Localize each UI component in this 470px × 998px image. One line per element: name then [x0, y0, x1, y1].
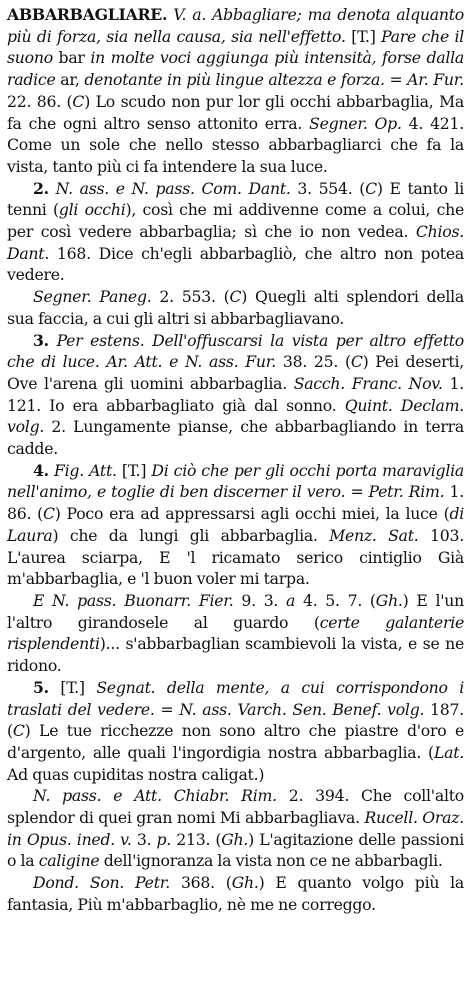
entry-text-segment: ) che da lungi gli abbarbaglia. — [52, 525, 330, 545]
entry-text-segment: Segner. Paneg. — [33, 287, 152, 307]
entry-text-segment: Lat. — [433, 742, 464, 762]
entry-text-segment: Ar. Fur. — [407, 70, 464, 90]
entry-text-segment: 168. Dice ch'egli abbarbagliò, che altro non potea vedere. — [7, 243, 464, 285]
entry-text-segment — [49, 179, 56, 198]
entry-text-segment: di Laura — [7, 504, 465, 545]
entry-paragraph — [7, 330, 464, 460]
entry-text-segment: Menz. Sat. — [329, 525, 419, 545]
entry-text-segment: Quint. Declam. volg. — [7, 395, 465, 437]
entry-text-segment: Gh. — [221, 829, 249, 849]
entry-text-segment: C — [43, 504, 55, 524]
entry-text-segment: caligine — [38, 851, 100, 871]
entry-text-segment: ) Poco era ad appressarsi agli occhi miei, la luce ( — [54, 504, 450, 524]
entry-text-segment: Segner. Op. — [309, 113, 402, 133]
entry-text-segment: Pare che il suono — [7, 26, 465, 68]
entry-text-segment: 1. 121. Io era abbarbagliato già dal sonno. — [7, 373, 464, 415]
entry-headword: 5. — [33, 677, 49, 697]
entry-text-segment: V. a. Abbagliare; ma denota alquanto più di forza, sia nella causa, sia nell'effetto. — [7, 5, 464, 46]
entry-text-segment: [T.] — [48, 677, 97, 697]
entry-text-segment: [T.] — [345, 26, 382, 46]
entry-text-segment: C — [350, 352, 363, 372]
entry-text-segment: certe galanterie risplendenti — [7, 612, 465, 654]
entry-text-segment: 9. 3. — [233, 590, 287, 610]
entry-text-segment: in molte voci aggiunga più intensità, forse dalla radice — [7, 48, 464, 90]
entry-text-segment: Fig. Att. — [54, 460, 117, 480]
entry-text-segment: Gh. — [231, 873, 259, 893]
entry-text-segment: 38. 25. ( — [276, 352, 351, 372]
entry-text-segment: 368. ( — [170, 873, 232, 893]
entry-text-segment: ) Le tue ricchezze non sono altro che piastre d'oro e d'argento, alle quali l'ingordigia nostra abbarbaglia. ( — [7, 721, 464, 762]
entry-text-segment: ) E quanto volgo più la fantasia, Più m'abbarbaglio, nè me ne correggo. — [7, 873, 464, 914]
entry-text-segment: )... s'abbarbaglian scambievoli la vista, e se ne ridono. — [7, 634, 464, 676]
entry-text-segment: ) E tanto li tenni ( — [7, 178, 464, 220]
entry-text-segment: 213. ( — [171, 829, 222, 849]
entry-text-segment: E N. pass. Buonarr. Fier. — [33, 590, 234, 610]
entry-text-segment: 4. 421. Come un sole che nello stesso abbarbagliarci che fa la vista, tanto più ci fa intendere la sua luce. — [7, 113, 465, 176]
entry-text-segment: 3. — [131, 829, 157, 849]
entry-text-segment: 22. 86. ( — [7, 91, 73, 111]
entry-text-segment: 103. L'aurea sciarpa, E 'l ricamato serico cintiglio Già m'abbarbaglia, e 'l buon voler mi tarpa. — [7, 525, 464, 589]
entry-text-segment: = — [345, 482, 369, 502]
entry-paragraph — [7, 677, 464, 786]
entry-headword: 2. — [33, 178, 49, 198]
entry-text-segment: bar — [52, 48, 91, 68]
entry-text-segment: 1. 86. ( — [7, 482, 465, 524]
entry-text-segment: Segnat. della mente, a cui corrispondono i traslati del vedere. — [7, 677, 464, 719]
entry-text-segment: Sacch. Franc. Nov. — [293, 373, 443, 393]
entry-text-segment: N. pass. e Att. Chiabr. Rim. — [33, 786, 277, 806]
entry-text-segment: 2. 553. ( — [151, 287, 230, 307]
entry-text-segment: C — [72, 91, 85, 111]
entry-headword: 3. — [33, 330, 49, 350]
entry-text-segment: denotante in più lingue altezza e forza. — [84, 70, 385, 90]
entry-paragraph — [7, 590, 464, 677]
entry-text-segment: = — [384, 70, 408, 90]
entry-text-segment: Gh. — [375, 590, 403, 610]
entry-text-segment: 187. ( — [7, 699, 464, 741]
entry-text-segment: Per estens. Dell'offuscarsi la vista per altro effetto che di luce. Ar. Att. e N. ass. Fur. — [7, 330, 465, 372]
entry-text-segment — [49, 331, 57, 350]
entry-text-segment: ) L'agitazione delle passioni o la — [7, 829, 464, 871]
entry-text-segment: N. ass. e N. pass. Com. Dant. — [55, 178, 291, 198]
entry-text-segment: ), così che mi addivenne come a colui, che per così vedere abbarbaglia; sì che io non vedea. — [7, 200, 464, 242]
entry-text-segment: C — [365, 178, 377, 198]
entry-text-segment: Di ciò che per gli occhi porta maraviglia nell'animo, e toglie di ben discerner il vero. — [7, 460, 464, 502]
entry-text-segment: ar, — [55, 70, 85, 90]
entry-text-segment: Rucell. Oraz. in Opus. ined. v. — [7, 808, 464, 849]
entry-paragraph — [7, 286, 464, 329]
entry-text-segment: ) E l'un l'altro girandosele al guardo ( — [7, 590, 464, 632]
entry-text-segment: Ad quas cupiditas nostra caligat.) — [7, 764, 265, 784]
entry-text-segment: C — [229, 287, 242, 307]
entry-headword: ABBARBAGLIARE. — [7, 5, 168, 24]
entry-text-segment: p. — [156, 829, 172, 849]
entry-text-segment: N. ass. Varch. Sen. Benef. volg. — [179, 699, 425, 719]
dictionary-entry-abbarbagliare — [7, 4, 464, 916]
entry-paragraph — [7, 178, 464, 287]
entry-text-segment: gli occhi — [58, 200, 126, 220]
entry-text-segment: C — [12, 721, 25, 741]
entry-text-segment: 2. 394. Che coll'alto splendor di quei gran nomi Mi abbarbagliava. — [7, 786, 464, 828]
entry-text-segment: 2. Lungamente pianse, che abbarbagliando in terra cadde. — [7, 417, 464, 459]
entry-text-segment: Petr. Rim. — [368, 482, 445, 502]
entry-text-segment: a — [286, 590, 296, 610]
entry-text-segment: = — [154, 699, 180, 719]
entry-paragraph — [7, 4, 464, 178]
entry-paragraph — [7, 460, 464, 590]
entry-text-segment: [T.] — [116, 460, 152, 480]
entry-text-segment: ) Pei deserti, Ove l'arena gli uomini abbarbaglia. — [7, 352, 464, 393]
entry-paragraph — [7, 785, 464, 872]
entry-text-segment: ) Quegli alti splendori della sua faccia, a cui gli altri si abbarbagliavano. — [7, 287, 464, 328]
entry-text-segment: 3. 554. ( — [290, 178, 366, 198]
entry-text-segment: Chios. Dant. — [7, 222, 464, 263]
entry-text-segment: Dond. Son. Petr. — [33, 873, 171, 893]
entry-headword: 4. — [33, 460, 49, 480]
entry-text-segment: 4. 5. 7. ( — [295, 590, 376, 610]
entry-text-segment: ) Lo scudo non pur lor gli occhi abbarbaglia, Ma fa che ogni altro senso attonito erra. — [7, 91, 464, 133]
entry-text-segment: dell'ignoranza la vista non ce ne abbarbagli. — [99, 851, 443, 871]
entry-paragraph — [7, 872, 464, 915]
